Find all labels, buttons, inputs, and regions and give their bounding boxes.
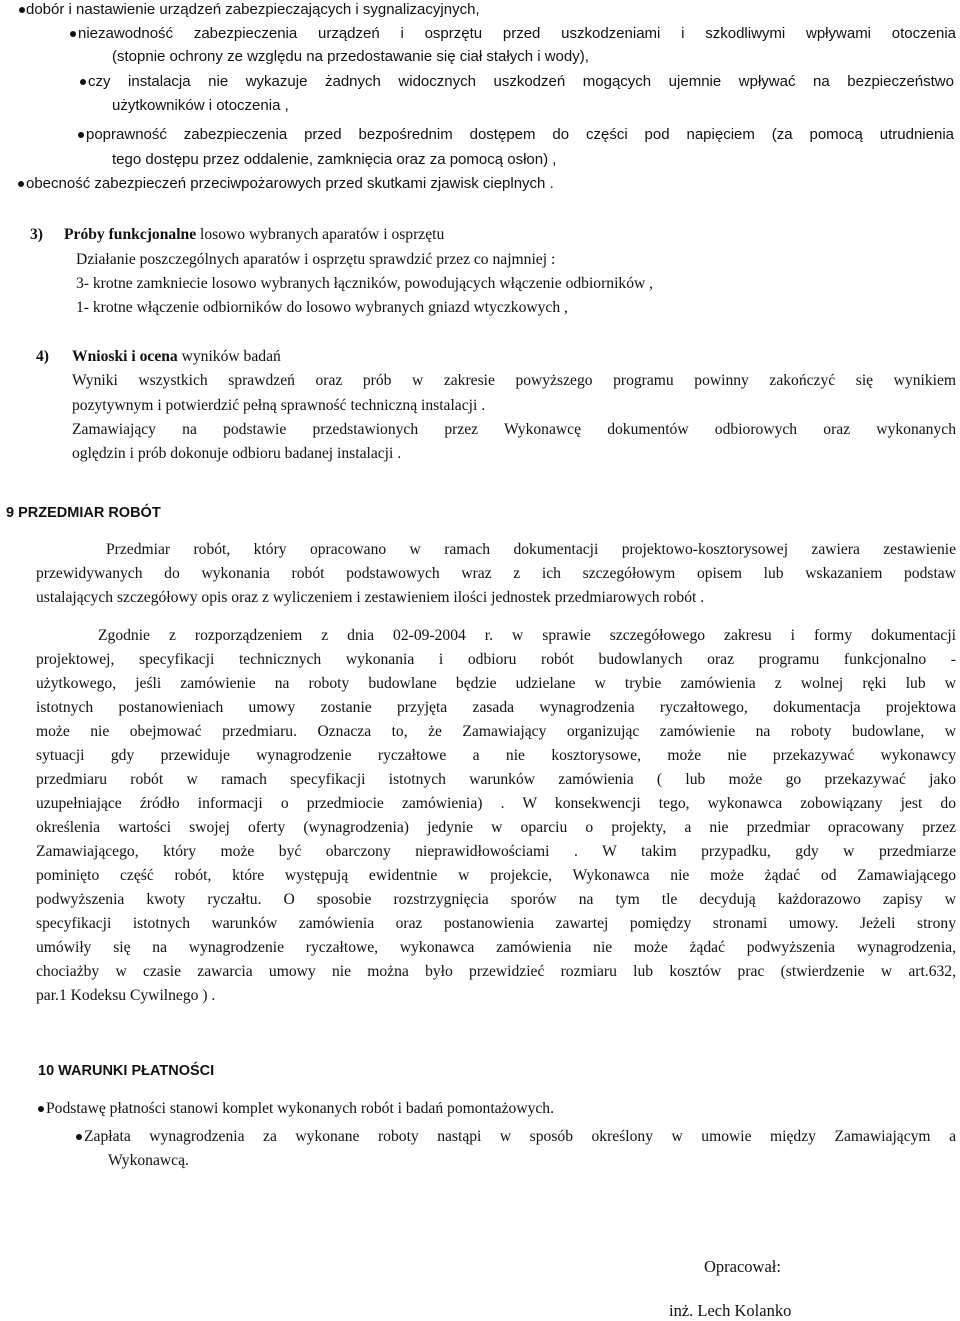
paragraph-line: projektowej, specyfikacji technicznych wykonania i odbioru robót budowlanych oraz programu funkcjonalno - (36, 651, 956, 668)
bullet-item: dobór i nastawienie urządzeń zabezpieczających i sygnalizacyjnych, (26, 1, 480, 18)
signature-label: Opracował: (704, 1257, 781, 1276)
bullet-item: czy instalacja nie wykazuje żadnych widocznych uszkodzeń mogących ujemnie wpływać na bezpieczeństwo (88, 73, 954, 90)
bullet-icon (80, 79, 86, 85)
section-number: 3) (30, 226, 43, 243)
bullet-item-continuation: (stopnie ochrony ze względu na przedostawanie się ciał stałych i wody), (112, 48, 589, 65)
bullet-item: Podstawę płatności stanowi komplet wykonanych robót i badań pomontażowych. (46, 1100, 554, 1117)
paragraph-line: użytkowego, jeśli zamówienie na roboty budowlane będzie udzielane w trybie zamówienia z wolnej ręki lub w (36, 675, 956, 692)
bullet-icon (70, 31, 76, 37)
section-title (64, 225, 444, 245)
bullet-item: Zapłata wynagrodzenia za wykonane roboty nastąpi w sposób określony w umowie między Zamawiającym a (84, 1128, 956, 1145)
bullet-item-continuation: Wykonawcą. (108, 1152, 189, 1169)
text-line: Działanie poszczególnych aparatów i osprzętu sprawdzić przez co najmniej : (76, 251, 556, 268)
bullet-icon (76, 1134, 82, 1140)
text-line: Zamawiający na podstawie przedstawionych przez Wykonawcę dokumentów odbiorowych oraz wykonanych (72, 421, 956, 438)
text-line: 1- krotne włączenie odbiorników do losowo wybranych gniazd wtyczkowych , (76, 299, 568, 316)
section-title-bold: Próby funkcjonalne (64, 226, 197, 243)
bullet-item-continuation: użytkowników i otoczenia , (112, 97, 289, 114)
paragraph-line: sytuacji gdy przewiduje wynagrodzenie ryczałtowe a nie kosztorysowe, może nie przekazywać wykonawcy (36, 747, 956, 764)
paragraph-line: uzupełniające źródło informacji o przedmiocie zamówienia) . W konsekwencji tego, wykonawca zobowiązany jest do (36, 795, 956, 812)
paragraph-line: istotnych postanowieniach umowy zostanie przyjęta zasada wynagrodzenia ryczałtowego, dokumentacja projektowa (36, 699, 956, 716)
section-heading: 10 WARUNKI PŁATNOŚCI (38, 1063, 215, 1079)
paragraph-line: par.1 Kodeksu Cywilnego ) . (36, 987, 216, 1004)
signature-name: inż. Lech Kolanko (669, 1301, 792, 1320)
section-heading: 9 PRZEDMIAR ROBÓT (6, 505, 161, 521)
section-title-bold: Wnioski i ocena (72, 348, 178, 365)
bullet-item-continuation: tego dostępu przez oddalenie, zamknięcia oraz za pomocą osłon) , (112, 151, 557, 168)
paragraph-line: Zamawiającego, który może być obarczony nieprawidłowościami . W takim przypadku, gdy w przedmiarze (36, 843, 956, 860)
paragraph-line: specyfikacji istotnych warunków zamówienia oraz postanowienia zawartej pomiędzy stronami umowy. Jeżeli strony (36, 915, 956, 932)
section-title-rest: wyników badań (177, 348, 281, 365)
section-number: 4) (36, 348, 49, 365)
text-line: 3- krotne zamkniecie losowo wybranych łączników, powodujących włączenie odbiorników , (76, 275, 654, 292)
bullet-icon (19, 7, 25, 13)
paragraph-line: Przedmiar robót, który opracowano w ramach dokumentacji projektowo-kosztorysowej zawiera zestawienie (106, 541, 956, 558)
paragraph-line: przedmiaru robót w ramach specyfikacji istotnych warunków zamówienia ( lub może go przekazywać jako (36, 771, 956, 788)
paragraph-line: określenia wartości swojej oferty (wynagrodzenia) jedynie w oparciu o projekty, a nie przedmiar opracowany przez (36, 819, 956, 836)
section-title (72, 347, 281, 367)
paragraph-line: podwyższenia kwoty ryczałtu. O sposobie rozstrzygnięcia sporów na tym tle decydują każdorazowo zapisy w (36, 891, 956, 908)
bullet-icon (78, 132, 84, 138)
bullet-item: niezawodność zabezpieczenia urządzeń i osprzętu przed uszkodzeniami i szkodliwymi wpływami otoczenia (78, 25, 956, 42)
paragraph-line: Zgodnie z rozporządzeniem z dnia 02-09-2004 r. w sprawie szczegółowego zakresu i formy dokumentacji (98, 627, 956, 644)
bullet-item: poprawność zabezpieczenia przed bezpośrednim dostępem do części pod napięciem (za pomocą utrudnienia (86, 126, 954, 143)
bullet-item: obecność zabezpieczeń przeciwpożarowych przed skutkami zjawisk cieplnych . (26, 175, 554, 192)
paragraph-line: ustalających szczegółowy opis oraz z wyliczeniem i zestawieniem ilości jednostek przedmiarowych robót . (36, 589, 705, 606)
paragraph-line: umówiły się na wynagrodzenie ryczałtowe, wykonawca zamówienia nie może żądać podwyższenia wynagrodzenia, (36, 939, 956, 956)
paragraph-line: chociażby w czasie zawarcia umowy nie można było przewidzieć rozmiaru lub kosztów prac (stwierdzenie w art.632, (36, 963, 956, 980)
bullet-icon (18, 181, 24, 187)
text-line: Wyniki wszystkich sprawdzeń oraz prób w zakresie powyższego programu powinny zakończyć się wynikiem (72, 372, 956, 389)
text-line: oględzin i prób dokonuje odbioru badanej instalacji . (72, 445, 402, 462)
paragraph-line: pominięto część robót, które występują ewidentnie w projekcie, Wykonawca nie może żądać od Zamawiającego (36, 867, 956, 884)
section-title-rest: losowo wybranych aparatów i osprzętu (196, 226, 445, 243)
paragraph-line: może nie obejmować przedmiaru. Oznacza to, że Zamawiający organizując zamówienie na roboty budowlane, w (36, 723, 956, 740)
bullet-icon (38, 1106, 44, 1112)
text-line: pozytywnym i potwierdzić pełną sprawność techniczną instalacji . (72, 397, 486, 414)
paragraph-line: przewidywanych do wykonania robót podstawowych wraz z ich szczegółowym opisem lub wskazaniem podstaw (36, 565, 956, 582)
